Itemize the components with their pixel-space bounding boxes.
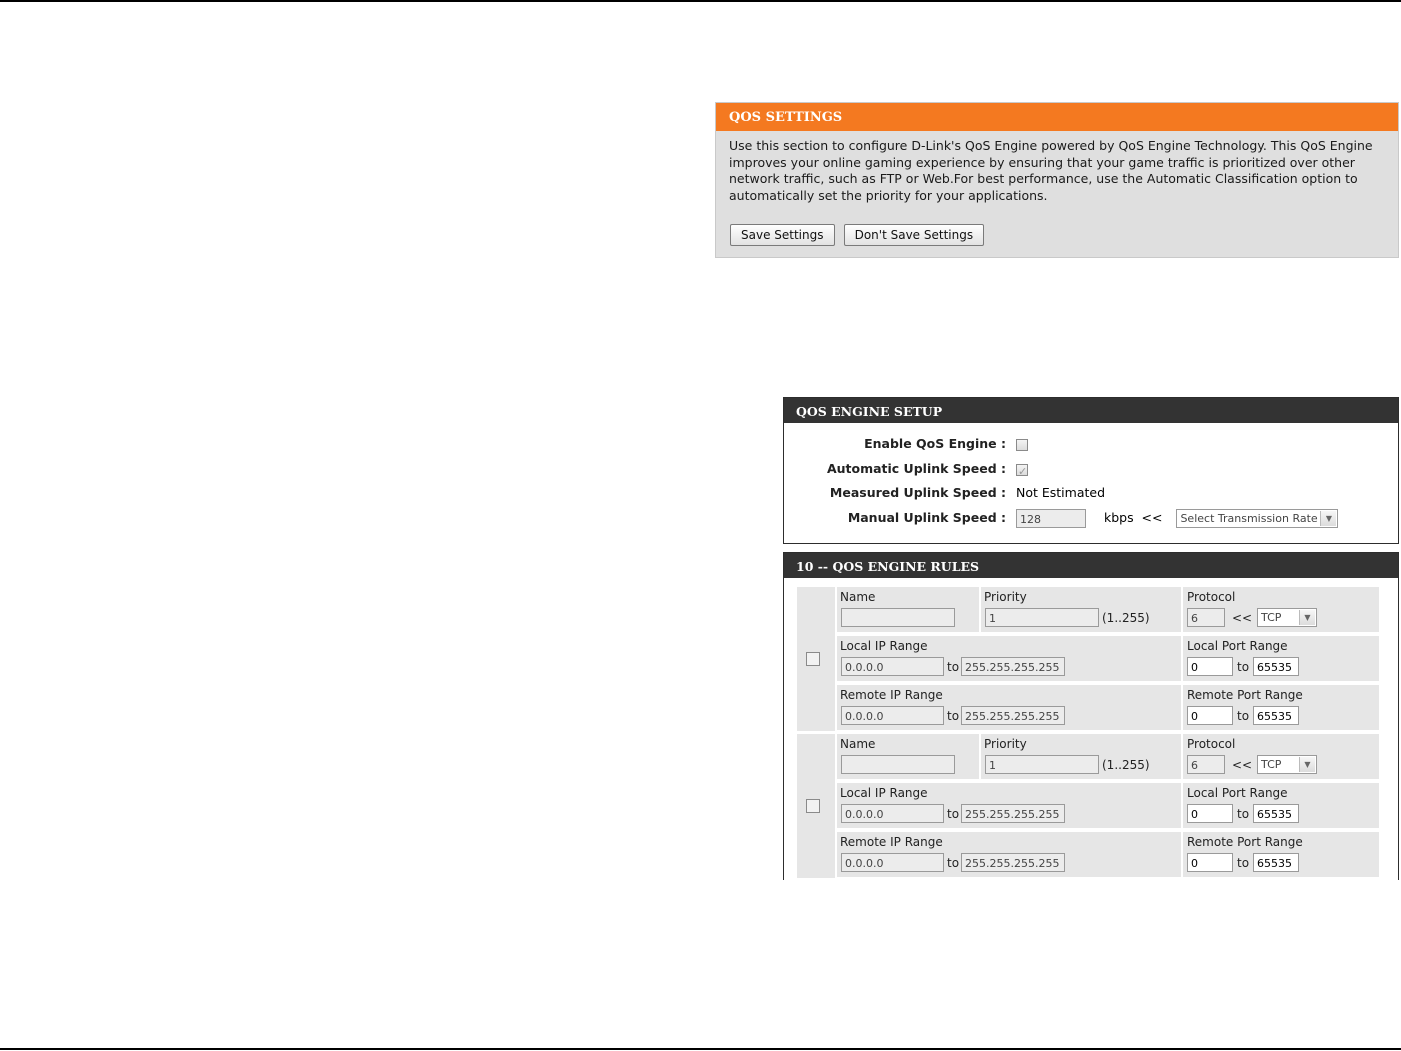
name-label: Name [840,590,876,604]
to-label: to [947,709,960,723]
measured-uplink-row [784,482,1398,504]
protocol-arrow-label: << [1232,758,1253,772]
local-port-label: Local Port Range [1187,786,1288,800]
protocol-label: Protocol [1187,737,1236,751]
rule-name-input[interactable] [841,608,955,627]
rule-protocol-cell [1183,734,1379,779]
auto-uplink-label: Automatic Uplink Speed : [826,461,1006,476]
enable-qos-checkbox[interactable] [1016,439,1028,451]
protocol-arrow-label: << [1232,611,1253,625]
measured-uplink-label: Measured Uplink Speed : [829,485,1006,500]
to-label: to [947,660,960,674]
protocol-select[interactable] [1257,755,1317,774]
local-port-label: Local Port Range [1187,639,1288,653]
protocol-number-input[interactable]: 6 [1187,608,1225,627]
rule-enable-checkbox[interactable] [806,652,820,666]
manual-uplink-input[interactable]: 128 [1016,509,1086,528]
local-port-cell [1183,783,1379,828]
priority-range-hint: (1..255) [1102,611,1150,625]
remote-port-start-input[interactable]: 0 [1187,706,1233,725]
qos-engine-rules-title: 10 -- QOS ENGINE RULES [784,553,1398,578]
remote-ip-end-input[interactable]: 255.255.255.255 [961,706,1065,725]
rule-priority-cell [981,587,1181,632]
local-ip-label: Local IP Range [840,639,928,653]
auto-uplink-checkbox[interactable] [1016,464,1028,476]
local-ip-end-input[interactable]: 255.255.255.255 [961,804,1065,823]
remote-port-start-input[interactable]: 0 [1187,853,1233,872]
remote-ip-start-input[interactable]: 0.0.0.0 [841,853,944,872]
name-label: Name [840,737,876,751]
qos-engine-setup-section [783,397,1399,544]
local-ip-end-input[interactable]: 255.255.255.255 [961,657,1065,676]
remote-ip-label: Remote IP Range [840,835,943,849]
qos-engine-rules-section [783,552,1399,880]
protocol-select-value: TCP [1261,758,1282,771]
rule-name-cell [837,734,979,779]
priority-range-hint: (1..255) [1102,758,1150,772]
qos-settings-description: Use this section to configure D-Link's QoS Engine powered by QoS Engine Technology. This QoS Engine improves your online gaming experience by ensuring that your game traffic is prioritized over other network traffic, such as FTP or Web.For best performance, use the Automatic Classification option to automatically set the priority for your applications. [729,138,1373,203]
priority-label: Priority [984,590,1027,604]
chevron-down-icon: ▼ [1299,757,1315,772]
auto-uplink-row [784,458,1398,480]
remote-ip-cell [837,685,1181,730]
enable-qos-label: Enable QoS Engine : [864,436,1006,451]
local-port-start-input[interactable]: 0 [1187,657,1233,676]
top-rule [0,0,1401,2]
dont-save-settings-button[interactable]: Don't Save Settings [844,224,985,246]
rule-priority-cell [981,734,1181,779]
remote-port-cell [1183,832,1379,877]
protocol-number-input[interactable]: 6 [1187,755,1225,774]
transmission-rate-value: Select Transmission Rate [1180,512,1318,525]
to-label: to [947,856,960,870]
enable-qos-row [784,433,1398,455]
rule-priority-input[interactable]: 1 [985,755,1099,774]
rule-protocol-cell [1183,587,1379,632]
bottom-rule [0,1048,1401,1050]
remote-port-label: Remote Port Range [1187,835,1303,849]
to-label: to [947,807,960,821]
rule-enable-checkbox[interactable] [806,799,820,813]
manual-uplink-label: Manual Uplink Speed : [847,510,1006,525]
kbps-label: kbps << [1103,510,1163,525]
chevron-down-icon: ▼ [1320,511,1336,526]
rule-name-cell [837,587,979,632]
measured-uplink-value: Not Estimated [1016,485,1106,500]
rule-item [797,587,1379,733]
remote-port-end-input[interactable]: 65535 [1253,706,1299,725]
to-label: to [1237,807,1250,821]
settings-button-group [730,224,988,246]
local-ip-start-input[interactable]: 0.0.0.0 [841,657,944,676]
remote-ip-label: Remote IP Range [840,688,943,702]
rule-priority-input[interactable]: 1 [985,608,1099,627]
manual-uplink-row [784,507,1398,529]
protocol-select-value: TCP [1261,611,1282,624]
remote-ip-cell [837,832,1181,877]
qos-engine-setup-title: QOS ENGINE SETUP [784,398,1398,423]
local-ip-start-input[interactable]: 0.0.0.0 [841,804,944,823]
local-ip-cell [837,636,1181,681]
qos-settings-title: QOS SETTINGS [716,103,1398,131]
rule-name-input[interactable] [841,755,955,774]
qos-settings-panel [715,102,1399,258]
to-label: to [1237,660,1250,674]
local-port-end-input[interactable]: 65535 [1253,804,1299,823]
to-label: to [1237,856,1250,870]
rule-item [797,734,1379,880]
local-ip-label: Local IP Range [840,786,928,800]
protocol-label: Protocol [1187,590,1236,604]
remote-port-end-input[interactable]: 65535 [1253,853,1299,872]
remote-ip-start-input[interactable]: 0.0.0.0 [841,706,944,725]
chevron-down-icon: ▼ [1299,610,1315,625]
remote-ip-end-input[interactable]: 255.255.255.255 [961,853,1065,872]
local-port-end-input[interactable]: 65535 [1253,657,1299,676]
priority-label: Priority [984,737,1027,751]
local-ip-cell [837,783,1181,828]
remote-port-cell [1183,685,1379,730]
local-port-start-input[interactable]: 0 [1187,804,1233,823]
to-label: to [1237,709,1250,723]
transmission-rate-select[interactable] [1176,509,1338,528]
local-port-cell [1183,636,1379,681]
save-settings-button[interactable]: Save Settings [730,224,835,246]
protocol-select[interactable] [1257,608,1317,627]
remote-port-label: Remote Port Range [1187,688,1303,702]
